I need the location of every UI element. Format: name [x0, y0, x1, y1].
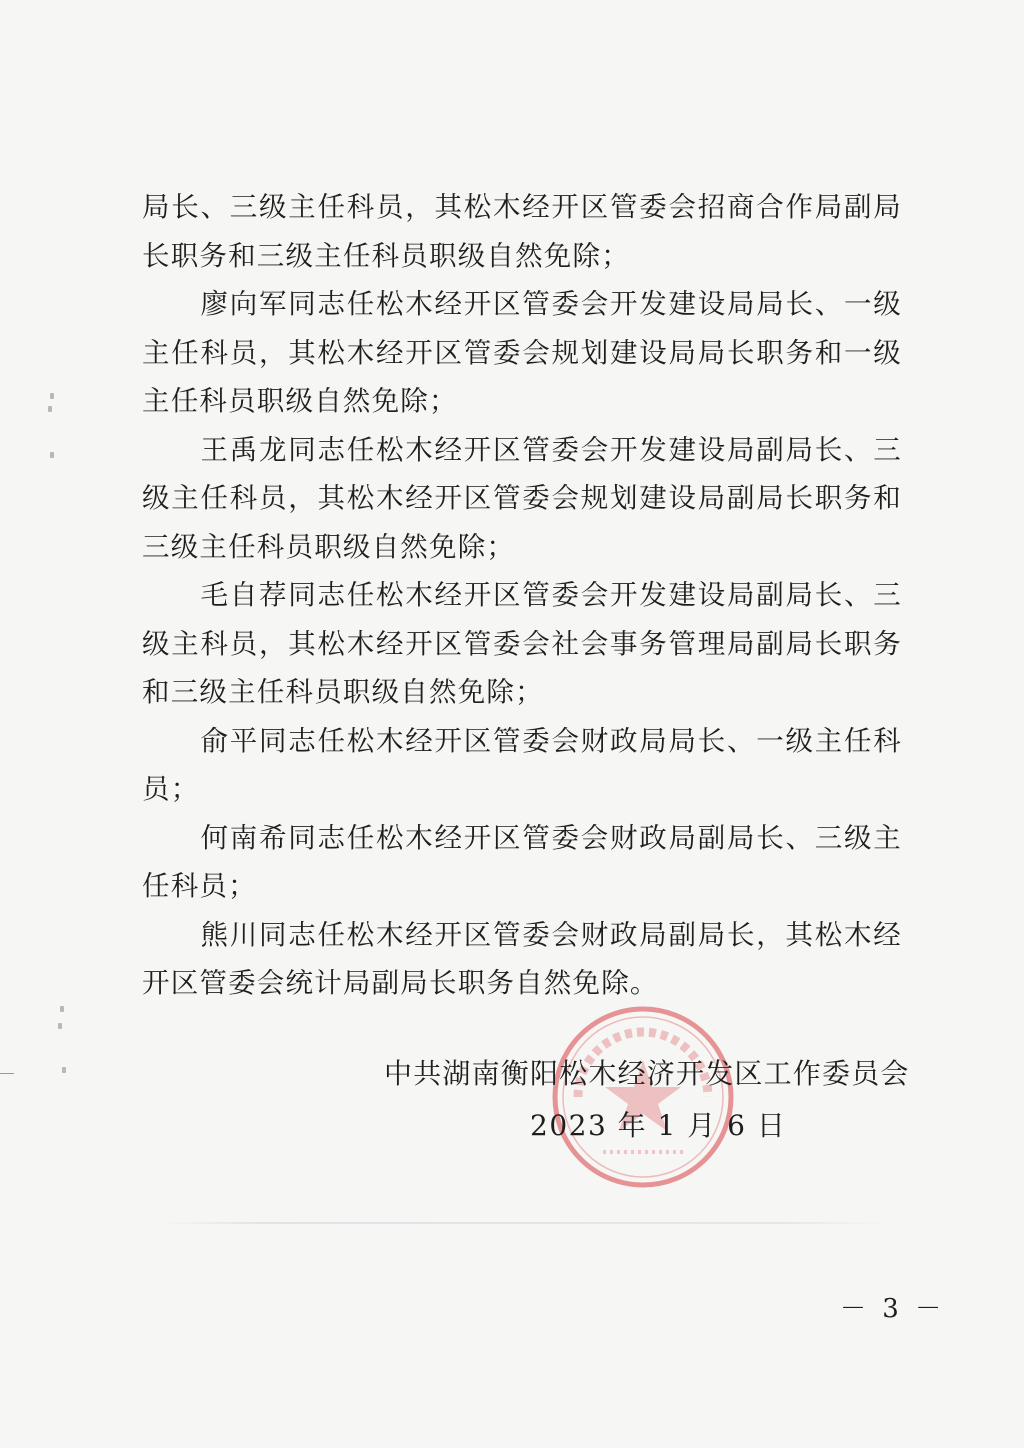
document-body [142, 183, 902, 1008]
signature-organization: 中共湖南衡阳松木经济开发区工作委员会 [384, 1057, 910, 1090]
edge-line [0, 1073, 14, 1074]
margin-mark [48, 406, 52, 412]
paragraph-4: 毛自荐同志任松木经开区管委会开发建设局副局长、三级主科员，其松木经开区管委会社会事务管理局副局长职务和三级主任科员职级自然免除； [142, 579, 902, 708]
signature-date: 2023 年 1 月 6 日 [530, 1109, 787, 1142]
margin-mark [50, 452, 54, 458]
page-number: － 3 － [840, 1294, 946, 1324]
margin-mark [60, 1006, 64, 1012]
paragraph-1: 局长、三级主任科员，其松木经开区管委会招商合作局副局长职务和三级主任科员职级自然免除； [142, 191, 902, 272]
paragraph-6: 何南希同志任松木经开区管委会财政局副局长、三级主任科员； [142, 821, 902, 902]
official-seal-icon [548, 1002, 738, 1192]
faint-divider [160, 1222, 890, 1224]
paragraph-5: 俞平同志任松木经开区管委会财政局局长、一级主任科员； [142, 724, 902, 805]
margin-mark [62, 1067, 66, 1073]
paragraph-7: 熊川同志任松木经开区管委会财政局副局长，其松木经开区管委会统计局副局长职务自然免除。 [142, 918, 902, 999]
paragraph-3: 王禹龙同志任松木经开区管委会开发建设局副局长、三级主任科员，其松木经开区管委会规划建设局副局长职务和三级主任科员职级自然免除； [142, 433, 902, 563]
margin-mark [58, 1023, 62, 1029]
paragraph-2: 廖向军同志任松木经开区管委会开发建设局局长、一级主任科员，其松木经开区管委会规划建设局局长职务和一级主任科员职级自然免除； [142, 288, 902, 417]
margin-mark [50, 393, 54, 399]
